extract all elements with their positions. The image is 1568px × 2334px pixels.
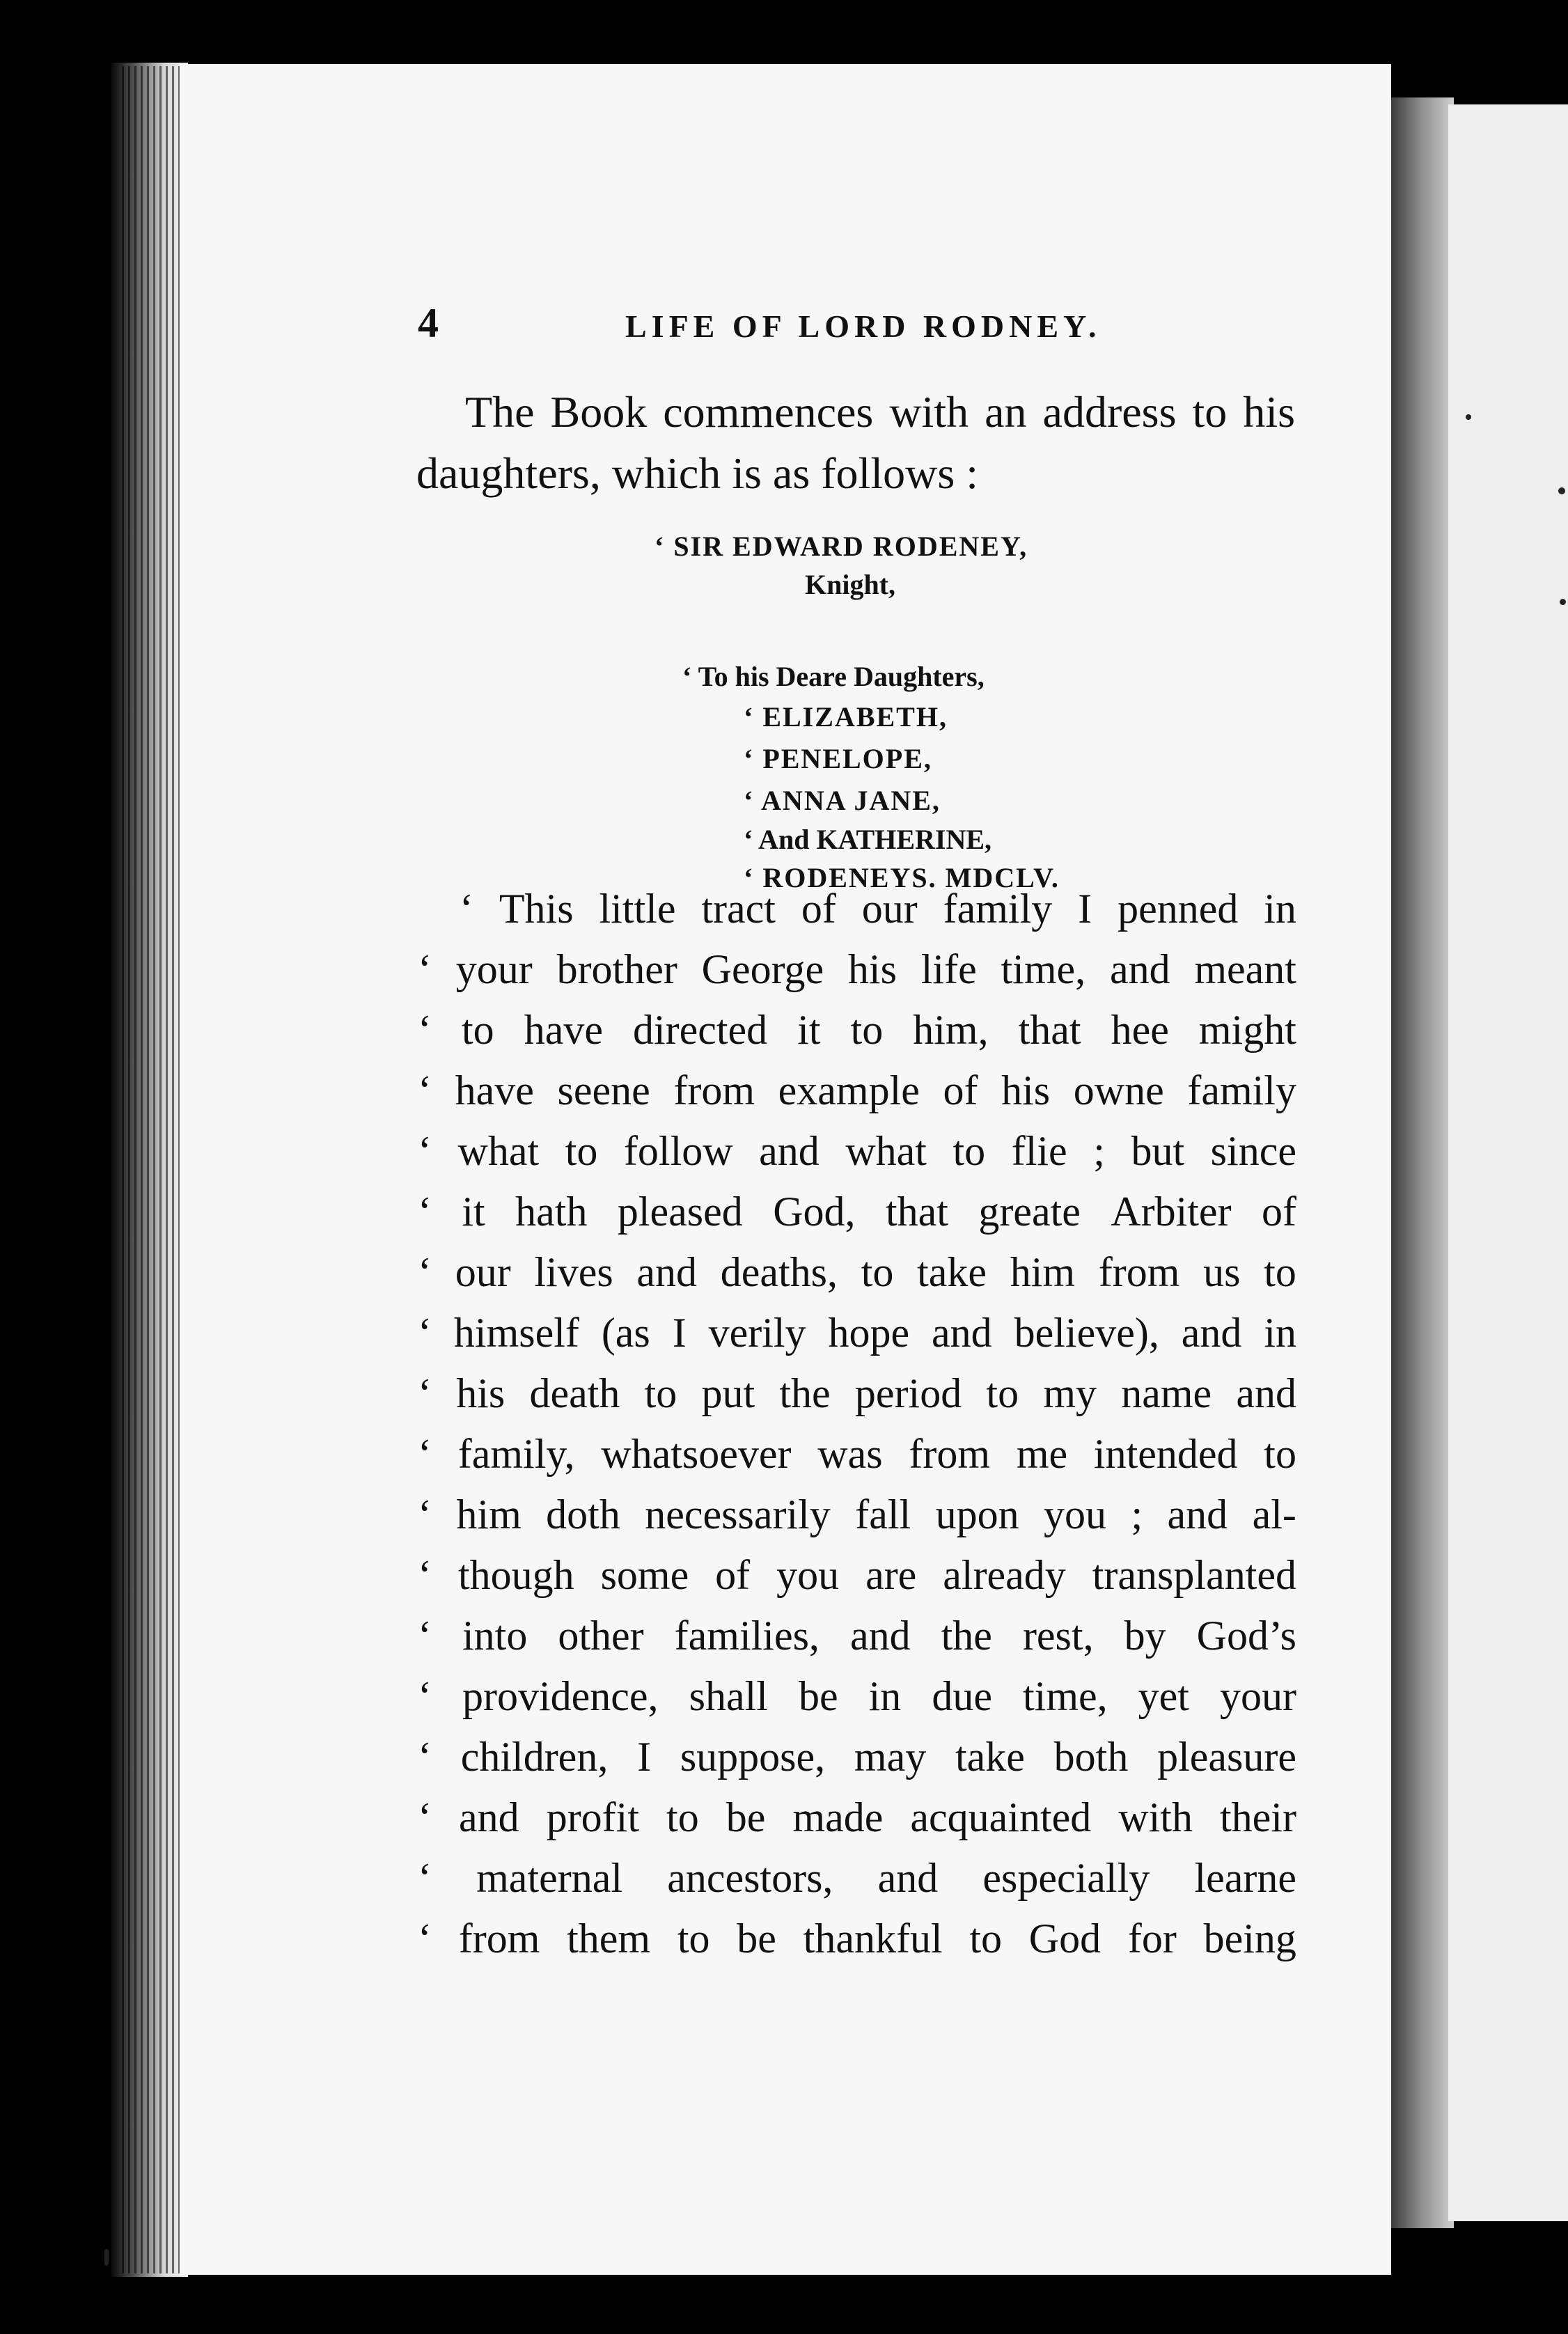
text-line: ‘ from them to be thankful to God for being — [418, 1916, 1296, 1961]
text-line: ‘ family, whatsoever was from me intended to — [418, 1431, 1296, 1477]
text-line: ‘ into other families, and the rest, by God’s — [418, 1613, 1296, 1659]
dedication-to: ‘ To his Deare Daughters, — [682, 661, 985, 692]
dedication-title: Knight, — [805, 569, 896, 600]
scan-speck — [1560, 599, 1566, 605]
intro-text: The Book commences with an address to his daughters, which is as follows : — [416, 387, 1295, 498]
text-line: ‘ him doth necessarily fall upon you ; and al- — [418, 1491, 1296, 1537]
dedication-name: ‘ SIR EDWARD RODENEY, — [654, 531, 1028, 562]
intro-paragraph — [416, 382, 1295, 504]
dedication-daughter-2: ‘ PENELOPE, — [744, 743, 932, 774]
text-line: ‘ your brother George his life time, and meant — [418, 946, 1296, 992]
facing-page-shadow — [1391, 97, 1454, 2228]
text-line: ‘ to have directed it to him, that hee might — [418, 1007, 1296, 1053]
scan-speck — [104, 2249, 109, 2266]
text-line: ‘ children, I suppose, may take both pleasure — [418, 1734, 1296, 1780]
dedication-daughter-3: ‘ ANNA JANE, — [744, 785, 941, 816]
text-line: ‘ maternal ancestors, and especially learne — [418, 1855, 1296, 1901]
quoted-letter — [418, 879, 1296, 1969]
text-line: ‘ our lives and deaths, to take him from us to — [418, 1249, 1296, 1295]
text-line: ‘ This little tract of our family I penned in — [460, 886, 1296, 932]
scan-speck — [1558, 487, 1565, 494]
facing-page-edge — [1448, 104, 1568, 2221]
text-line: ‘ what to follow and what to flie ; but since — [418, 1128, 1296, 1174]
dedication-daughter-1: ‘ ELIZABETH, — [744, 701, 948, 733]
running-title: LIFE OF LORD RODNEY. — [625, 308, 1101, 344]
binding-page-edges — [122, 66, 185, 2273]
text-line: ‘ himself (as I verily hope and believe), and in — [418, 1310, 1296, 1356]
scan-speck — [1466, 414, 1471, 420]
page-header — [418, 299, 1114, 348]
page-number: 4 — [418, 300, 439, 346]
text-line: ‘ though some of you are already transplanted — [418, 1552, 1296, 1598]
text-line: ‘ his death to put the period to my name and — [418, 1370, 1296, 1416]
dedication-daughter-4: ‘ And KATHERINE, — [744, 824, 992, 855]
text-line: ‘ it hath pleased God, that greate Arbiter of — [418, 1189, 1296, 1235]
dedication-surname-date: ‘ RODENEYS. MDCLV. — [744, 862, 1060, 893]
text-line: ‘ have seene from example of his owne family — [418, 1067, 1296, 1113]
text-line: ‘ and profit to be made acquainted with their — [418, 1794, 1296, 1840]
text-line: ‘ providence, shall be in due time, yet your — [418, 1673, 1296, 1719]
